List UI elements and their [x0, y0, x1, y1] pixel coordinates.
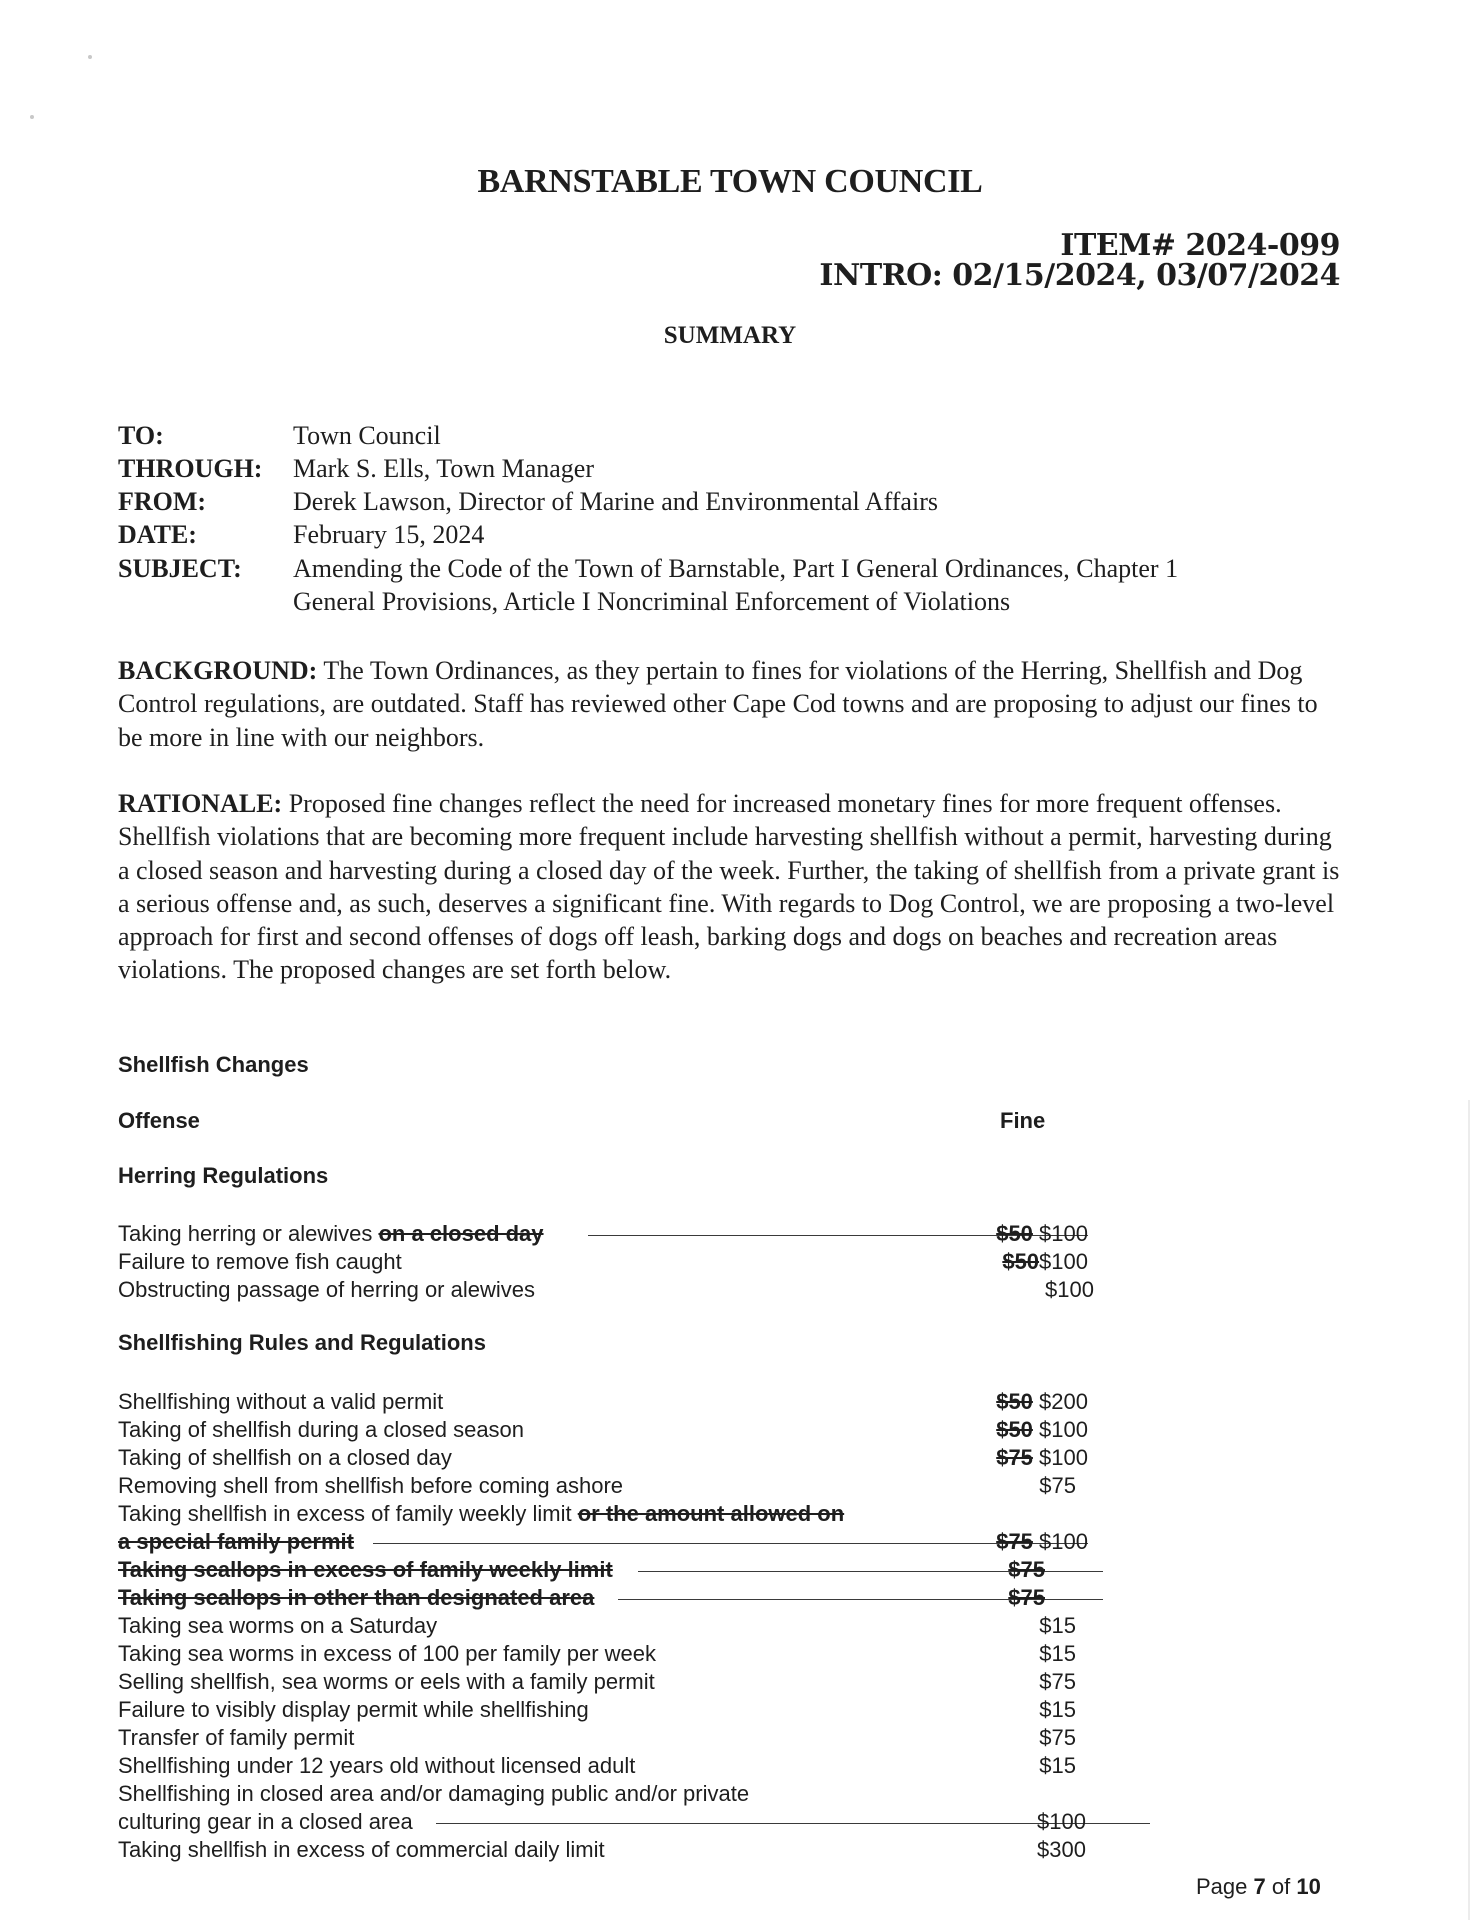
old-fine: $75: [996, 1445, 1033, 1470]
offense-text: Failure to visibly display permit while shellfishing: [118, 1697, 589, 1722]
document-title: BARNSTABLE TOWN COUNCIL: [477, 163, 983, 200]
table-row: [118, 1249, 1118, 1277]
new-fine: $100: [1039, 1249, 1088, 1274]
table-row: [118, 1473, 1118, 1501]
table-row: [118, 1417, 1118, 1445]
offense-text: Taking of shellfish on a closed day: [118, 1445, 452, 1470]
old-fine: $75: [1008, 1585, 1045, 1610]
fine-column-header: Fine: [1000, 1108, 1046, 1133]
new-fine: $75: [1039, 1669, 1076, 1694]
old-fine: $75: [1008, 1557, 1045, 1582]
new-fine: $100: [1039, 1417, 1088, 1442]
new-fine: $100: [1039, 1529, 1088, 1554]
table-row-continuation: [118, 1529, 1118, 1557]
background-paragraph: [118, 654, 1348, 754]
offense-text: Taking sea worms on a Saturday: [118, 1613, 438, 1638]
old-fine: $50: [1002, 1249, 1040, 1274]
new-fine: $15: [1039, 1613, 1076, 1638]
new-fine: $75: [1039, 1473, 1076, 1498]
table-row: [118, 1277, 1118, 1305]
struck-text: on a closed day: [378, 1221, 544, 1246]
page-current: 7: [1253, 1874, 1266, 1899]
new-fine: $100: [1039, 1221, 1088, 1246]
offense-text: Failure to remove fish caught: [118, 1249, 402, 1274]
offense-text: Taking herring or alewives: [118, 1221, 379, 1246]
table-row: [118, 1557, 1118, 1585]
section-heading-summary: SUMMARY: [663, 322, 797, 349]
struck-text: Taking scallops in excess of family weekly limit: [118, 1557, 613, 1582]
offense-text: Taking of shellfish during a closed season: [118, 1417, 525, 1442]
herring-regulations-heading: Herring Regulations: [118, 1163, 329, 1188]
memo-date-value: February 15, 2024: [293, 520, 485, 549]
rationale-text: Proposed fine changes reflect the need for increased monetary fines for more frequent offenses. Shellfish violations that are becoming more frequent include harvesting shellfish without a permit, harvesting during a closed season and harvesting during a closed day of the week. Further, the taking of shellfish from a private grant is a serious offense and, as such, deserves a significant fine. With regards to Dog Control, we are proposing a two-level approach for first and second offenses of dogs off leash, barking dogs and dogs on beaches and recreation areas violations. The proposed changes are set forth below.: [118, 789, 1340, 985]
table-row: [118, 1641, 1118, 1669]
shellfishing-rules-heading: Shellfishing Rules and Regulations: [118, 1330, 486, 1355]
background-label: BACKGROUND:: [118, 656, 318, 685]
new-fine: $100: [1045, 1277, 1094, 1302]
shellfish-changes-heading: Shellfish Changes: [118, 1052, 309, 1077]
page-of: of: [1265, 1874, 1297, 1899]
memo-to-label: TO:: [118, 421, 164, 450]
memo-through-value: Mark S. Ells, Town Manager: [293, 454, 594, 483]
table-row-continuation: [118, 1809, 1118, 1837]
new-fine: $75: [1039, 1725, 1076, 1750]
table-row: [118, 1697, 1118, 1725]
new-fine: $15: [1039, 1641, 1076, 1666]
memo-subject-line2: General Provisions, Article I Noncriminal Enforcement of Violations: [293, 587, 1011, 616]
scan-speck: [30, 115, 34, 119]
new-fine: $15: [1039, 1753, 1076, 1778]
offense-text: Shellfishing under 12 years old without licensed adult: [118, 1753, 636, 1778]
page-number: [1196, 1874, 1321, 1900]
struck-text: a special family permit: [118, 1529, 354, 1554]
rationale-paragraph: [118, 787, 1348, 987]
table-row: [118, 1501, 1118, 1529]
offense-text: Shellfishing in closed area and/or damaging public and/or private: [118, 1781, 750, 1806]
memo-from-value: Derek Lawson, Director of Marine and Environmental Affairs: [293, 487, 938, 516]
offense-text: Transfer of family permit: [118, 1725, 355, 1750]
offense-text: Taking sea worms in excess of 100 per family per week: [118, 1641, 657, 1666]
offense-text: Obstructing passage of herring or alewives: [118, 1277, 535, 1302]
page-total: 10: [1296, 1874, 1321, 1899]
intro-dates: INTRO: 02/15/2024, 03/07/2024: [819, 258, 1340, 293]
memo-through-label: THROUGH:: [118, 454, 263, 483]
table-row: [118, 1753, 1118, 1781]
old-fine: $50: [996, 1221, 1033, 1246]
page-prefix: Page: [1196, 1874, 1254, 1899]
old-fine: $75: [996, 1529, 1033, 1554]
memo-date-label: DATE:: [118, 520, 197, 549]
new-fine: $300: [1037, 1837, 1086, 1862]
new-fine: $100: [1039, 1445, 1088, 1470]
offense-text: culturing gear in a closed area: [118, 1809, 413, 1834]
memo-subject-line1: Amending the Code of the Town of Barnstable, Part I General Ordinances, Chapter 1: [293, 554, 1179, 583]
offense-text: Taking shellfish in excess of commercial daily limit: [118, 1837, 605, 1862]
background-text: The Town Ordinances, as they pertain to fines for violations of the Herring, Shellfish and Dog Control regulations, are outdated. Staff has reviewed other Cape Cod towns and are proposing to adjust our fines to be more in line with our neighbors.: [118, 656, 1318, 752]
table-row: [118, 1389, 1118, 1417]
offense-text: Selling shellfish, sea worms or eels with a family permit: [118, 1669, 655, 1694]
memo-to-value: Town Council: [293, 421, 441, 450]
old-fine: $50: [996, 1389, 1033, 1414]
table-row: [118, 1585, 1118, 1613]
scan-edge-line: [1468, 1100, 1470, 1920]
table-row: [118, 1725, 1118, 1753]
item-number: ITEM# 2024-099: [1060, 228, 1340, 263]
leader-line: [373, 1543, 1088, 1544]
offense-text: Taking shellfish in excess of family weekly limit: [118, 1501, 578, 1526]
new-fine: $200: [1039, 1389, 1088, 1414]
table-row: [118, 1781, 1118, 1809]
scan-speck: [88, 55, 92, 59]
table-row: [118, 1613, 1118, 1641]
offense-text: Removing shell from shellfish before coming ashore: [118, 1473, 624, 1498]
old-fine: $50: [996, 1417, 1033, 1442]
new-fine: $100: [1037, 1809, 1086, 1834]
table-row: [118, 1837, 1118, 1865]
table-row: [118, 1221, 1118, 1249]
table-row: [118, 1669, 1118, 1697]
memo-from-label: FROM:: [118, 487, 207, 516]
table-row: [118, 1445, 1118, 1473]
new-fine: $15: [1039, 1697, 1076, 1722]
struck-text: Taking scallops in other than designated area: [118, 1585, 595, 1610]
offense-column-header: Offense: [118, 1108, 200, 1133]
rationale-label: RATIONALE:: [118, 789, 283, 818]
memo-subject-label: SUBJECT:: [118, 554, 242, 583]
struck-text: or the amount allowed on: [577, 1501, 845, 1526]
offense-text: Shellfishing without a valid permit: [118, 1389, 444, 1414]
